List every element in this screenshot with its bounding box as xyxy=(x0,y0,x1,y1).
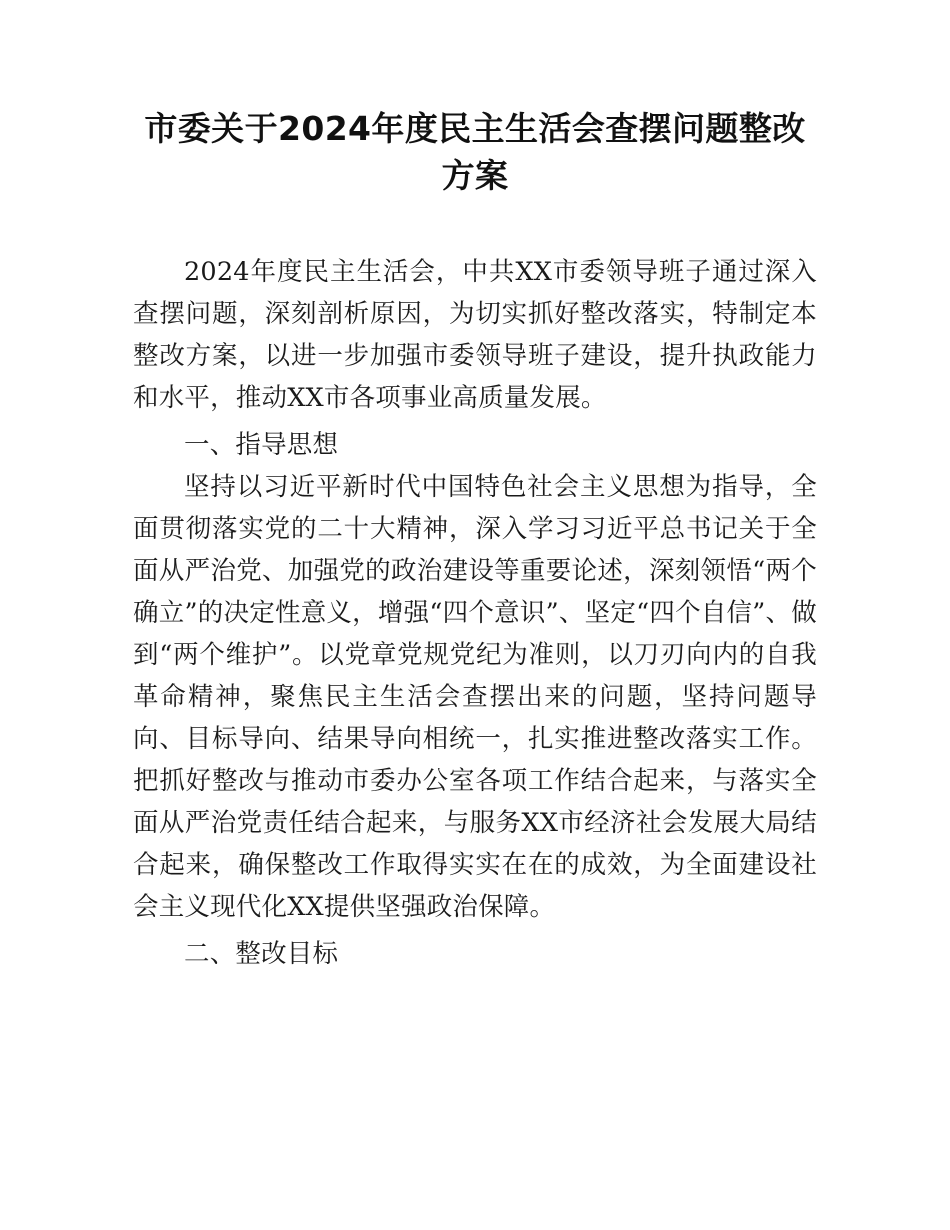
document-title: 市委关于2024年度民主生活会查摆问题整改方案 xyxy=(144,109,806,195)
document-body xyxy=(133,0,817,975)
section-heading-guiding-ideology: 一、指导思想 xyxy=(184,430,339,460)
paragraph-guiding-ideology: 坚持以习近平新时代中国特色社会主义思想为指导，全面贯彻落实党的二十大精神，深入学习习近平总书记关于全面从严治党、加强党的政治建设等重要论述，深刻领悟“两个确立”的决定性意义，增强“四个意识”、坚定“四个自信”、做到“两个维护”。以党章党规党纪为准则，以刀刃向内的自我革命精神，聚焦民主生活会查摆出来的问题，坚持问题导向、目标导向、结果导向相统一，扎实推进整改落实工作。把抓好整改与推动市委办公室各项工作结合起来，与落实全面从严治党责任结合起来，与服务XX市经济社会发展大局结合起来，确保整改工作取得实实在在的成效，为全面建设社会主义现代化XX提供坚强政治保障。 xyxy=(133,472,817,922)
section-heading-rectification-goals: 二、整改目标 xyxy=(184,939,339,969)
paragraph-intro: 2024年度民主生活会，中共XX市委领导班子通过深入查摆问题，深刻剖析原因，为切实抓好整改落实，特制定本整改方案，以进一步加强市委领导班子建设，提升执政能力和水平，推动XX市各项事业高质量发展。 xyxy=(133,257,817,413)
title-spacer xyxy=(133,199,817,251)
